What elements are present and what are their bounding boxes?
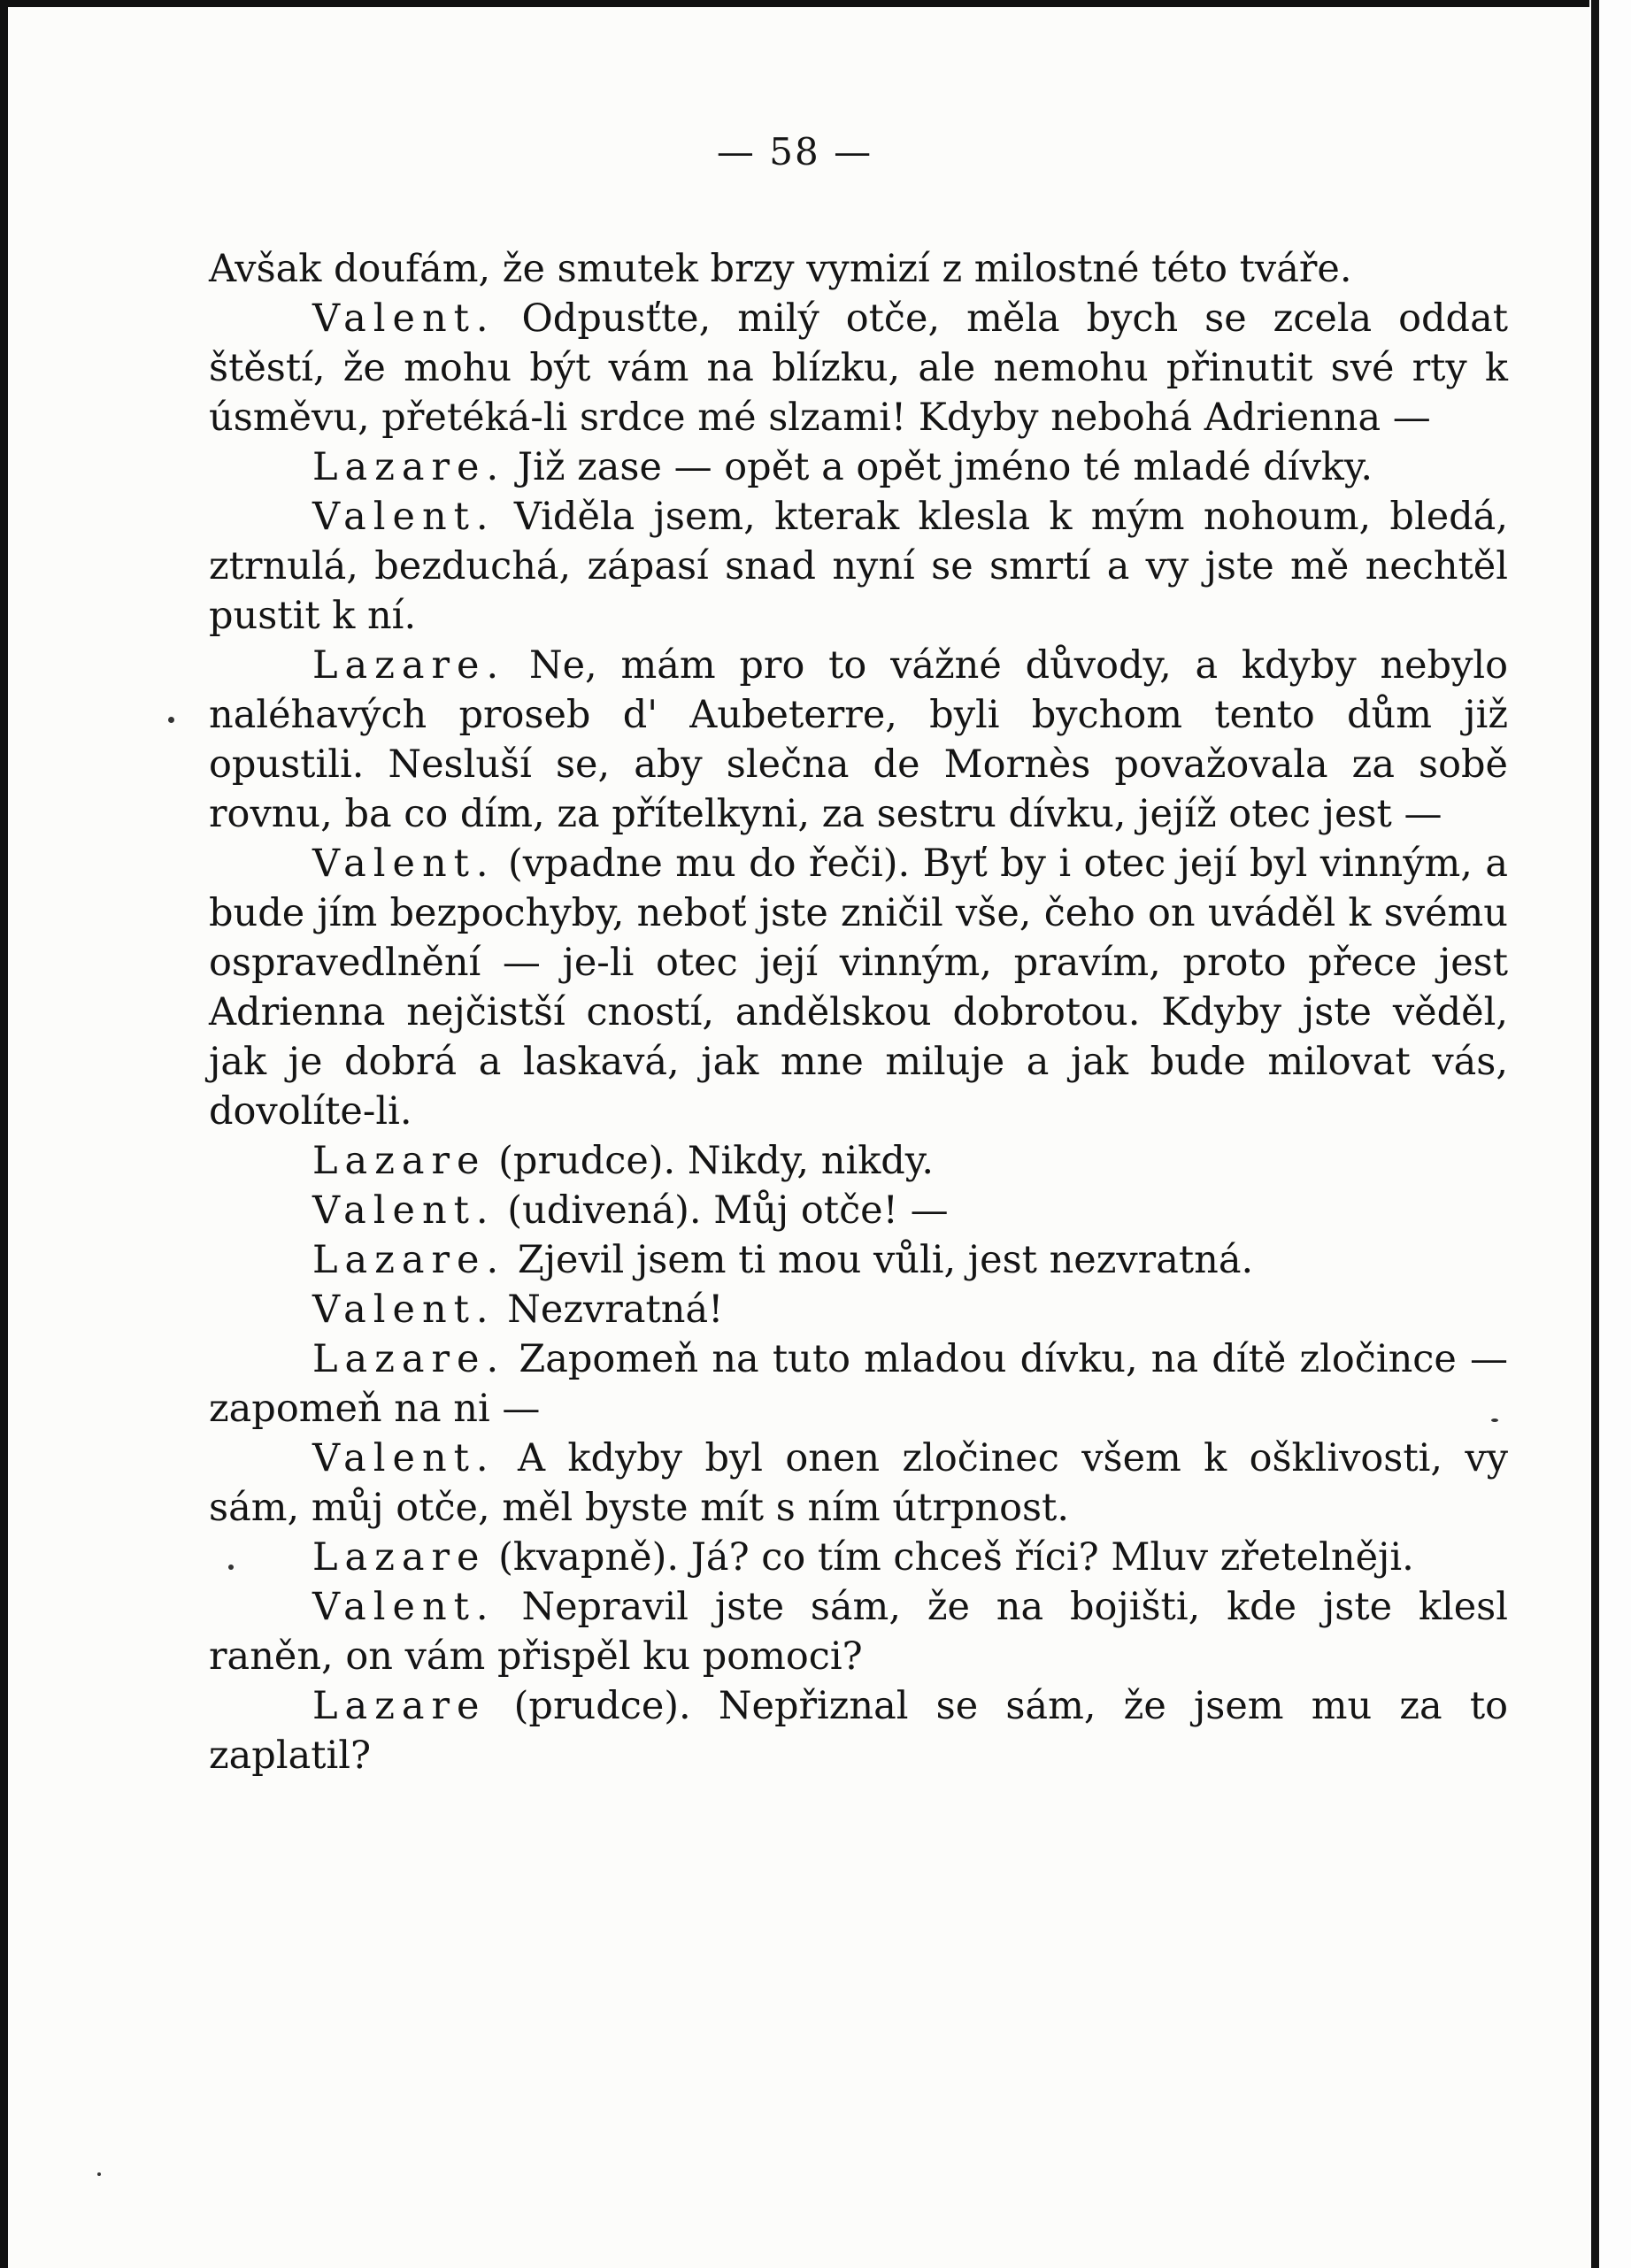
dialogue-paragraph — [209, 1681, 1508, 1780]
scan-border-left — [0, 0, 8, 2268]
scan-border-top — [0, 0, 1631, 7]
dialogue-text: (kvapně). Já? co tím chceš říci? Mluv zřetelněji. — [498, 1535, 1414, 1580]
speaker-name: Lazare. — [312, 445, 506, 489]
dialogue-paragraph — [209, 1334, 1508, 1434]
page-number: — 58 — — [716, 130, 873, 173]
dialogue-text: Zjevil jsem ti mou vůli, jest nezvratná. — [517, 1238, 1254, 1282]
dialogue-text: Nepravil jste sám, že na bojišti, kde jste klesl raněn, on vám přispěl ku pomoci? — [209, 1585, 1509, 1679]
speaker-name: Valent. — [312, 296, 496, 341]
dialogue-paragraph — [209, 1533, 1508, 1582]
speaker-name: Valent. — [312, 842, 496, 886]
dialogue-text: A kdyby byl onen zločinec všem k ošklivosti, vy sám, můj otče, měl byste mít s ním útrpnost. — [209, 1436, 1508, 1530]
speaker-name: Valent. — [312, 1436, 496, 1480]
scan-speck — [97, 2172, 101, 2176]
dialogue-text: (udivená). Můj otče! — — [507, 1188, 949, 1233]
dialogue-text: Viděla jsem, kterak klesla k mým nohoum, bledá, ztrnulá, bezduchá, zápasí snad nyní se smrtí a vy jste mě nechtěl pustit k ní. — [209, 495, 1508, 638]
scan-border-right — [1591, 0, 1599, 2268]
speaker-name: Lazare. — [312, 1337, 506, 1381]
dialogue-paragraph — [209, 1434, 1508, 1533]
speaker-name: Lazare. — [312, 1238, 506, 1282]
speaker-name: Valent. — [312, 1585, 496, 1629]
speaker-name: Valent. — [312, 1288, 496, 1332]
play-dialogue-text — [209, 244, 1508, 1780]
dialogue-paragraph — [209, 1285, 1508, 1334]
dialogue-text: (prudce). Nikdy, nikdy. — [498, 1139, 935, 1183]
dialogue-paragraph — [209, 492, 1508, 641]
dialogue-paragraph — [209, 244, 1508, 294]
speaker-name: Valent. — [312, 495, 496, 539]
dialogue-text: (vpadne mu do řeči). Byť by i otec její byl vinným, a bude jím bezpochyby, neboť jste zničil vše, čeho on uváděl k svému ospravedlnění — je-li otec její vinným, pravím, proto přece jest Adrienna nejčistší cností, andělskou dobrotou. Kdyby jste věděl, jak je dobrá a laskavá, jak mne miluje a jak bude milovat vás, dovolíte-li. — [209, 842, 1508, 1134]
dialogue-text: Nezvratná! — [507, 1288, 724, 1332]
dialogue-paragraph — [209, 1582, 1508, 1681]
dialogue-text: Zapomeň na tuto mladou dívku, na dítě zločince — zapomeň na ni — — [209, 1337, 1508, 1431]
paragraph-text: Avšak doufám, že smutek brzy vymizí z milostné této tváře. — [209, 247, 1352, 291]
dialogue-paragraph — [209, 442, 1508, 492]
speaker-name: Lazare — [312, 1139, 487, 1183]
dialogue-text: Ne, mám pro to vážné důvody, a kdyby nebylo naléhavých proseb d' Aubeterre, byli bychom tento dům již opustili. Nesluší se, aby slečna de Mornès považovala za sobě rovnu, ba co dím, za přítelkyni, za sestru dívku, jejíž otec jest — — [209, 643, 1508, 836]
speaker-name: Lazare — [312, 1684, 487, 1728]
dialogue-paragraph — [209, 839, 1508, 1136]
dialogue-paragraph — [209, 1235, 1508, 1285]
speaker-name: Lazare. — [312, 643, 506, 688]
dialogue-paragraph — [209, 1136, 1508, 1186]
speaker-name: Valent. — [312, 1188, 496, 1233]
speaker-name: Lazare — [312, 1535, 487, 1580]
dialogue-text: Již zase — opět a opět jméno té mladé dívky. — [517, 445, 1373, 489]
dialogue-paragraph — [209, 1186, 1508, 1235]
dialogue-text: (prudce). Nepřiznal se sám, že jsem mu za to zaplatil? — [209, 1684, 1508, 1778]
dialogue-text: Odpusťte, milý otče, měla bych se zcela oddat štěstí, že mohu být vám na blízku, ale nemohu přinutit své rty k úsměvu, přetéká-li srdce mé slzami! Kdyby nebohá Adrienna — — [209, 296, 1508, 440]
dialogue-paragraph — [209, 641, 1508, 839]
dialogue-paragraph — [209, 294, 1508, 442]
scan-speck — [168, 717, 174, 723]
